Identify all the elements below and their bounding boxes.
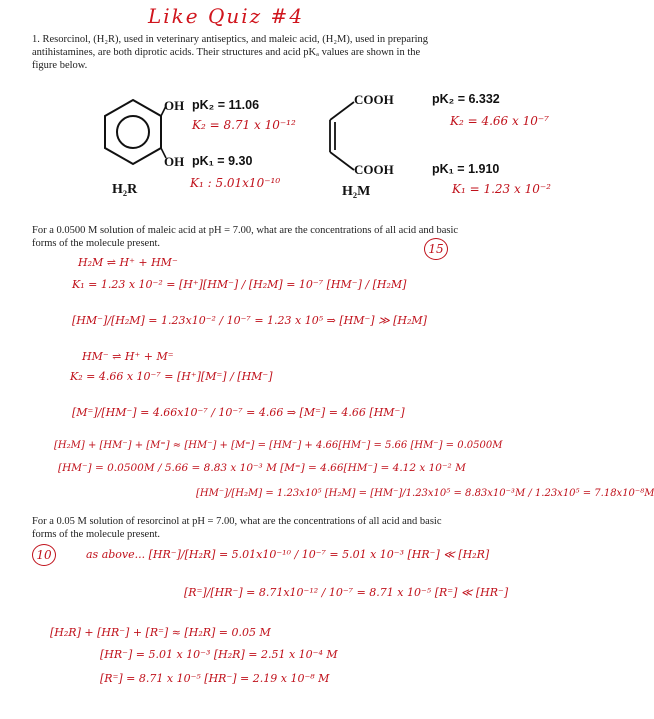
q1-work-7: [H₂M] + [HM⁻] + [M⁼] ≈ [HM⁻] + [M⁼] = [HM⁻] + 4.66[HM⁻] = 5.66 [HM⁻] = 0.0500M: [54, 440, 503, 451]
resorcinol-pk2: pK₂ = 11.06: [192, 98, 260, 112]
intro-line-2: antihistamines, are both diprotic acids. Their structures and acid pKₐ values are shown in the: [32, 47, 421, 58]
maleic-label: H₂M: [342, 184, 371, 199]
q2-work-3: [H₂R] + [HR⁻] + [R⁼] ≈ [H₂R] = 0.05 M: [50, 626, 271, 639]
page-title: Like Quiz #4: [148, 4, 305, 28]
resorcinol-k2-handwritten: K₂ = 8.71 x 10⁻¹²: [192, 118, 296, 132]
resorcinol-ring: [98, 96, 168, 166]
maleic-cooh-top: COOH: [354, 92, 394, 107]
resorcinol-oh-bottom: OH: [164, 154, 185, 169]
q1-work-2: K₁ = 1.23 x 10⁻² = [H⁺][HM⁻] / [H₂M] = 10⁻⁷ [HM⁻] / [H₂M]: [72, 278, 407, 291]
q1-work-8: [HM⁻] = 0.0500M / 5.66 = 8.83 x 10⁻³ M [M⁼] = 4.66[HM⁻] = 4.12 x 10⁻² M: [58, 462, 466, 474]
maleic-cooh-bottom: COOH: [354, 162, 394, 177]
maleic-k2-handwritten: K₂ = 4.66 x 10⁻⁷: [450, 114, 549, 128]
q1-line-2: forms of the molecule present.: [32, 238, 160, 249]
q1-work-1: H₂M ⇌ H⁺ + HM⁻: [78, 256, 178, 269]
q1-work-5: K₂ = 4.66 x 10⁻⁷ = [H⁺][M⁼] / [HM⁻]: [70, 370, 273, 383]
q1-line-1: For a 0.0500 M solution of maleic acid at pH = 7.00, what are the concentrations of all acid and basic: [32, 225, 459, 236]
q2-work-4: [HR⁻] = 5.01 x 10⁻³ [H₂R] = 2.51 x 10⁻⁴ M: [100, 648, 338, 661]
q2-work-5: [R⁼] = 8.71 x 10⁻⁵ [HR⁻] = 2.19 x 10⁻⁸ M: [100, 672, 330, 685]
q2-work-1: as above... [HR⁻]/[H₂R] = 5.01x10⁻¹⁰ / 10⁻⁷ = 5.01 x 10⁻³ [HR⁻] ≪ [H₂R]: [86, 548, 490, 561]
resorcinol-label: H₂R: [112, 182, 138, 197]
resorcinol-k1-handwritten: K₁ : 5.01x10⁻¹⁰: [190, 176, 281, 190]
maleic-pk2: pK₂ = 6.332: [432, 92, 500, 106]
q2-work-2: [R⁼]/[HR⁻] = 8.71x10⁻¹² / 10⁻⁷ = 8.71 x 10⁻⁵ [R⁼] ≪ [HR⁻]: [184, 586, 509, 599]
maleic-k1-handwritten: K₁ = 1.23 x 10⁻²: [452, 182, 551, 196]
q2-line-2: forms of the molecule present.: [32, 529, 160, 540]
q1-score: 15: [424, 238, 448, 260]
intro-line-1: 1. Resorcinol, (H₂R), used in veterinary antiseptics, and maleic acid, (H₂M), used in preparing: [32, 34, 429, 45]
q1-work-3: [HM⁻]/[H₂M] = 1.23x10⁻² / 10⁻⁷ = 1.23 x 10⁵ ⇒ [HM⁻] ≫ [H₂M]: [72, 314, 427, 327]
maleic-pk1: pK₁ = 1.910: [432, 162, 500, 176]
q1-work-9: [HM⁻]/[H₂M] = 1.23x10⁵ [H₂M] = [HM⁻]/1.23x10⁵ = 8.83x10⁻³M / 1.23x10⁵ = 7.18x10⁻⁸M: [196, 488, 654, 499]
resorcinol-pk1: pK₁ = 9.30: [192, 154, 253, 168]
q1-work-4: HM⁻ ⇌ H⁺ + M⁼: [82, 350, 174, 363]
intro-line-3: figure below.: [32, 60, 88, 71]
resorcinol-oh-top: OH: [164, 98, 185, 113]
q2-score: 10: [32, 544, 56, 566]
q2-line-1: For a 0.05 M solution of resorcinol at pH = 7.00, what are the concentrations of all acid and basic: [32, 516, 442, 527]
q1-work-6: [M⁼]/[HM⁻] = 4.66x10⁻⁷ / 10⁻⁷ = 4.66 ⇒ [M⁼] = 4.66 [HM⁻]: [72, 406, 405, 419]
